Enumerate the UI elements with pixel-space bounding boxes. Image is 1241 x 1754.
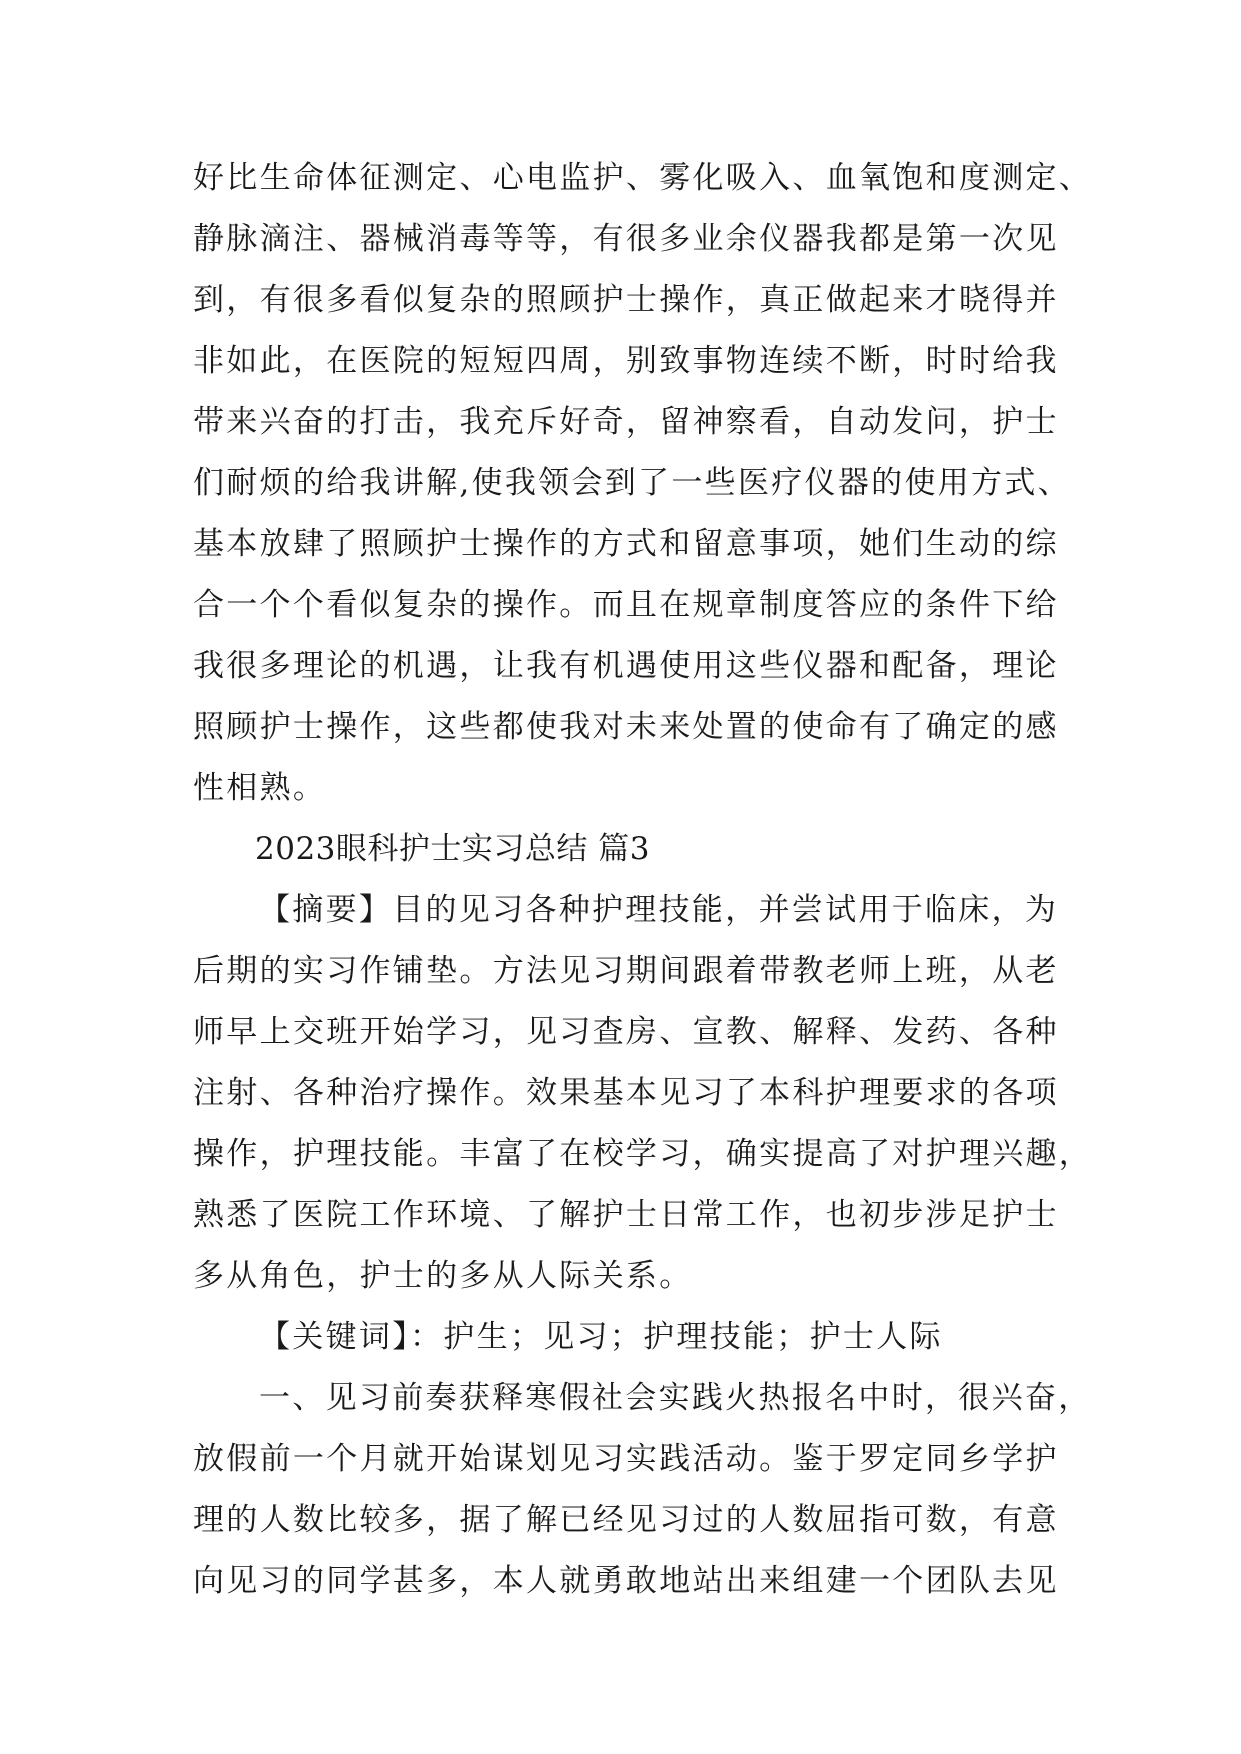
text-line: 们耐烦的给我讲解,使我领会到了一些医疗仪器的使用方式、 (193, 465, 1071, 501)
text-line: 一、见习前奏获释寒假社会实践火热报名中时，很兴奋， (259, 1380, 1092, 1416)
section-heading: 2023眼科护士实习总结 篇3 (255, 831, 650, 867)
paragraph-section-one (193, 1368, 1092, 1612)
text-line: 基本放肆了照顾护士操作的方式和留意事项，她们生动的综 (193, 526, 1059, 562)
text-line: 【摘要】目的见习各种护理技能，并尝试用于临床，为 (259, 892, 1059, 928)
text-line: 注射、各种治疗操作。效果基本见习了本科护理要求的各项 (193, 1075, 1059, 1111)
text-line: 我很多理论的机遇，让我有机遇使用这些仪器和配备，理论 (193, 648, 1059, 684)
text-line: 带来兴奋的打击，我充斥好奇，留神察看，自动发问，护士 (193, 404, 1059, 440)
text-line: 多从角色，护士的多从人际关系。 (193, 1258, 693, 1294)
text-line: 理的人数比较多，据了解已经见习过的人数屈指可数，有意 (193, 1502, 1059, 1538)
text-line: 照顾护士操作，这些都使我对未来处置的使命有了确定的感 (193, 709, 1059, 745)
text-line: 合一个个看似复杂的操作。而且在规章制度答应的条件下给 (193, 587, 1059, 623)
text-line: 熟悉了医院工作环境、了解护士日常工作，也初步涉足护士 (193, 1197, 1059, 1233)
text-line: 向见习的同学甚多，本人就勇敢地站出来组建一个团队去见 (193, 1563, 1059, 1599)
text-line: 放假前一个月就开始谋划见习实践活动。鉴于罗定同乡学护 (193, 1441, 1059, 1477)
text-line: 师早上交班开始学习，见习查房、宣教、解释、发药、各种 (193, 1014, 1059, 1050)
text-line: 到，有很多看似复杂的照顾护士操作，真正做起来才晓得并 (193, 282, 1059, 318)
document-body (193, 148, 1093, 1612)
text-line: 后期的实习作铺垫。方法见习期间跟着带教老师上班，从老 (193, 953, 1059, 989)
text-line: 静脉滴注、器械消毒等等，有很多业余仪器我都是第一次见 (193, 221, 1059, 257)
text-line: 操作，护理技能。丰富了在校学习，确实提高了对护理兴趣， (193, 1136, 1093, 1172)
text-line: 非如此，在医院的短短四周，别致事物连续不断，时时给我 (193, 343, 1059, 379)
paragraph-procedures (193, 148, 1093, 819)
paragraph-abstract (193, 880, 1093, 1307)
text-line: 性相熟。 (193, 770, 327, 806)
keywords-line: 【关键词】：护生；见习；护理技能；护士人际 (259, 1319, 943, 1355)
text-line: 好比生命体征测定、心电监护、雾化吸入、血氧饱和度测定、 (193, 160, 1093, 196)
